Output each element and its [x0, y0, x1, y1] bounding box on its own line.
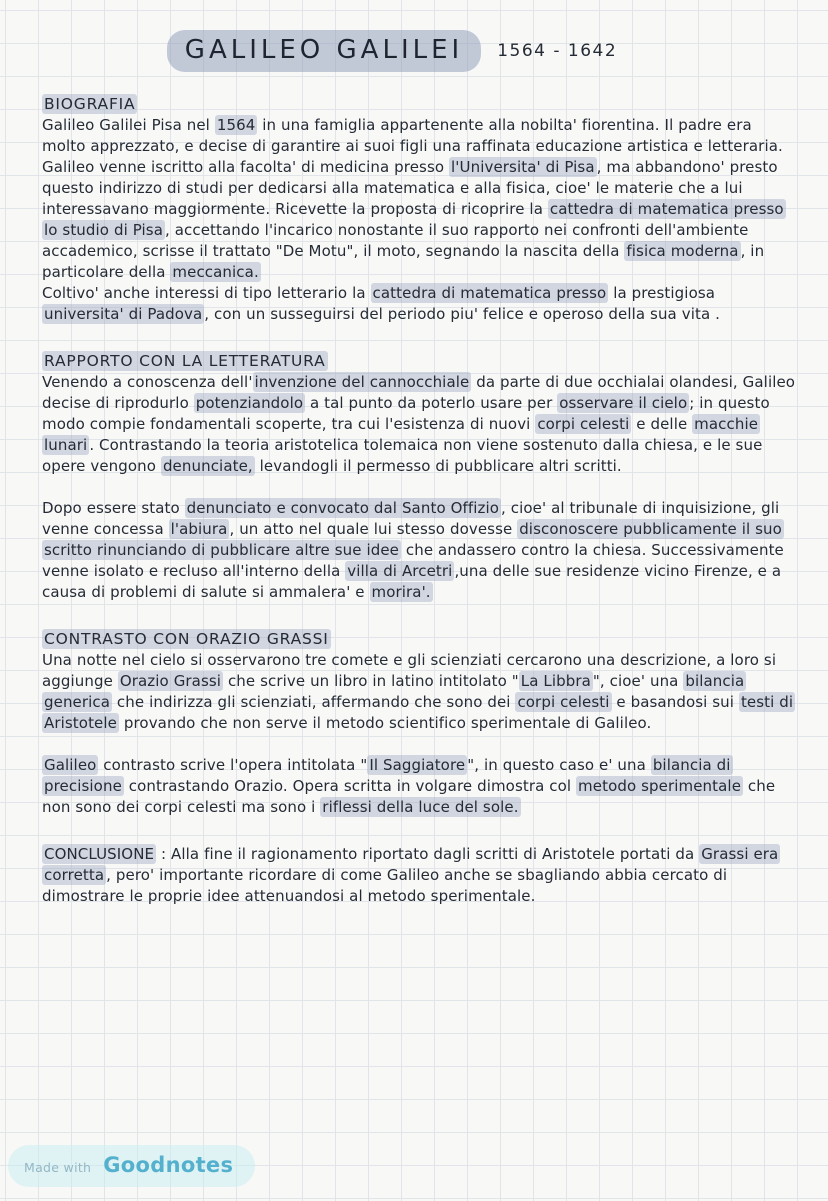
made-with-label: Made with: [24, 1160, 92, 1175]
highlight-segment: bilancia generica: [44, 672, 745, 711]
highlight-segment: CONCLUSIONE: [44, 845, 155, 863]
highlight-segment: osservare il cielo: [559, 394, 688, 412]
paragraph: [42, 372, 798, 477]
highlight-segment: macchie lunari: [44, 415, 759, 454]
highlight-segment: corpi celesti: [537, 415, 630, 433]
highlight-segment: villa di Arcetri: [347, 562, 453, 580]
section-heading-highlight: BIOGRAFIA: [44, 95, 136, 113]
text-segment: ", in questo caso e' una: [467, 756, 651, 774]
paragraph: [42, 283, 798, 325]
highlight-segment: meccanica.: [172, 263, 259, 281]
text-segment: , ma abbandono' presto questo indirizzo di studi per dedicarsi alla matematica e alla fisica, cioe' le materie che a lui interessavano maggiormente. Ricevette la proposta di ricoprire la: [42, 158, 778, 218]
note-section: [42, 844, 798, 907]
section-heading: [42, 351, 798, 372]
text-segment: : Alla fine il ragionamento riportato dagli scritti di Aristotele portati da: [156, 845, 700, 863]
page-title: GALILEO GALILEI: [167, 30, 481, 72]
text-segment: ; in questo modo compie fondamentali scoperte, tra cui l'esistenza di nuovi: [42, 394, 770, 433]
highlight-segment: Orazio Grassi: [119, 672, 222, 690]
highlight-segment: fisica moderna: [626, 242, 739, 260]
text-segment: ", cioe' una: [592, 672, 684, 690]
highlight-segment: Grassi era corretta: [44, 845, 779, 884]
highlight-segment: l'abiura: [170, 520, 228, 538]
note-section: [42, 94, 798, 325]
highlight-segment: denunciato e convocato dal Santo Offizio: [186, 499, 500, 517]
highlight-segment: cattedra di matematica presso lo studio di Pisa: [44, 200, 784, 239]
notebook-page: [0, 30, 828, 907]
section-heading-highlight: CONTRASTO CON ORAZIO GRASSI: [44, 630, 329, 648]
paragraph: [42, 115, 798, 283]
highlight-segment: metodo sperimentale: [578, 777, 742, 795]
text-segment: , accettando l'incarico nonostante il suo rapporto nei confronti dell'ambiente accademico, scrisse il trattato "De Motu", il moto, segnando la nascita della: [42, 221, 749, 260]
paragraph: [42, 498, 798, 603]
section-heading: [42, 94, 798, 115]
text-segment: Dopo essere stato: [42, 499, 185, 517]
text-segment: Galileo Galilei Pisa nel: [42, 116, 215, 134]
highlight-segment: riflessi della luce del sole.: [322, 798, 519, 816]
text-segment: la prestigiosa: [608, 284, 716, 302]
text-segment: contrastando Orazio. Opera scritta in volgare dimostra col: [123, 777, 577, 795]
text-segment: e basandosi sui: [611, 693, 739, 711]
text-segment: da parte di due occhialai olandesi, Galileo decise di riprodurlo: [42, 373, 796, 412]
note-sections: [42, 94, 798, 907]
text-segment: , pero' importante ricordare di come Galileo anche se sbagliando abbia cercato di dimostrare le proprie idee attenuandosi al metodo sperimentale.: [42, 866, 728, 905]
highlight-segment: 1564: [216, 116, 256, 134]
highlight-segment: disconoscere pubblicamente il suo scritto rinunciando di pubblicare altre sue idee: [44, 520, 782, 559]
title-row: [14, 30, 770, 72]
text-segment: , in particolare della: [42, 242, 765, 281]
text-segment: levandogli il permesso di pubblicare altri scritti.: [254, 457, 622, 475]
highlight-segment: l'Universita' di Pisa: [451, 158, 595, 176]
text-segment: Venendo a conoscenza dell': [42, 373, 253, 391]
text-segment: , cioe' al tribunale di inquisizione, gli venne concessa: [42, 499, 780, 538]
text-segment: a tal punto da poterlo usare per: [305, 394, 558, 412]
highlight-segment: La Libbra: [520, 672, 591, 690]
highlight-segment: potenziandolo: [195, 394, 304, 412]
paragraph: [42, 755, 798, 818]
goodnotes-logo: Goodnotes: [103, 1153, 234, 1177]
highlight-segment: bilancia di precisione: [44, 756, 731, 795]
text-segment: che scrive un libro in latino intitolato ": [223, 672, 519, 690]
section-heading-highlight: RAPPORTO CON LA LETTERATURA: [44, 352, 326, 370]
text-segment: contrasto scrive l'opera intitolata ": [98, 756, 368, 774]
text-segment: che andassero contro la chiesa. Successivamente venne isolato e recluso all'interno della: [42, 541, 784, 580]
highlight-segment: testi di Aristotele: [44, 693, 794, 732]
highlight-segment: invenzione del cannocchiale: [254, 373, 470, 391]
text-segment: provando che non serve il metodo scientifico sperimentale di Galileo.: [118, 714, 652, 732]
highlight-segment: corpi celesti: [517, 693, 610, 711]
title-dates: 1564 - 1642: [497, 41, 618, 61]
note-section: [42, 629, 798, 818]
text-segment: che indirizza gli scienziati, affermando che sono dei: [112, 693, 516, 711]
highlight-segment: Galileo: [44, 756, 97, 774]
section-heading: [42, 629, 798, 650]
text-segment: che non sono dei corpi celesti ma sono i: [42, 777, 776, 816]
text-segment: Coltivo' anche interessi di tipo letterario la: [42, 284, 371, 302]
text-segment: , un atto nel quale lui stesso dovesse: [229, 520, 518, 538]
highlight-segment: denunciate,: [162, 457, 253, 475]
paragraph: [42, 844, 798, 907]
text-segment: , con un susseguirsi del periodo piu' felice e operoso della sua vita .: [204, 305, 720, 323]
text-segment: in una famiglia appartenente alla nobilta' fiorentina. Il padre era molto apprezzato, e decise di garantire ai suoi figli una raffinata educazione artistica e letteraria. Galileo venne iscritto alla facolta' di medicina presso: [42, 116, 783, 176]
note-section: [42, 351, 798, 603]
text-segment: ,una delle sue residenze vicino Firenze, e a causa di problemi di salute si ammalera' e: [42, 562, 782, 601]
text-segment: Una notte nel cielo si osservarono tre comete e gli scienziati cercarono una descrizione, a loro si aggiunge: [42, 651, 777, 690]
goodnotes-watermark: [8, 1145, 255, 1187]
highlight-segment: Il Saggiatore: [369, 756, 466, 774]
text-segment: e delle: [631, 415, 693, 433]
highlight-segment: morira'.: [371, 583, 431, 601]
text-segment: . Contrastando la teoria aristotelica tolemaica non viene sostenuto dalla chiesa, e le sue opere vengono: [42, 436, 763, 475]
highlight-segment: cattedra di matematica presso: [372, 284, 607, 302]
paragraph: [42, 650, 798, 734]
highlight-segment: universita' di Padova: [44, 305, 203, 323]
